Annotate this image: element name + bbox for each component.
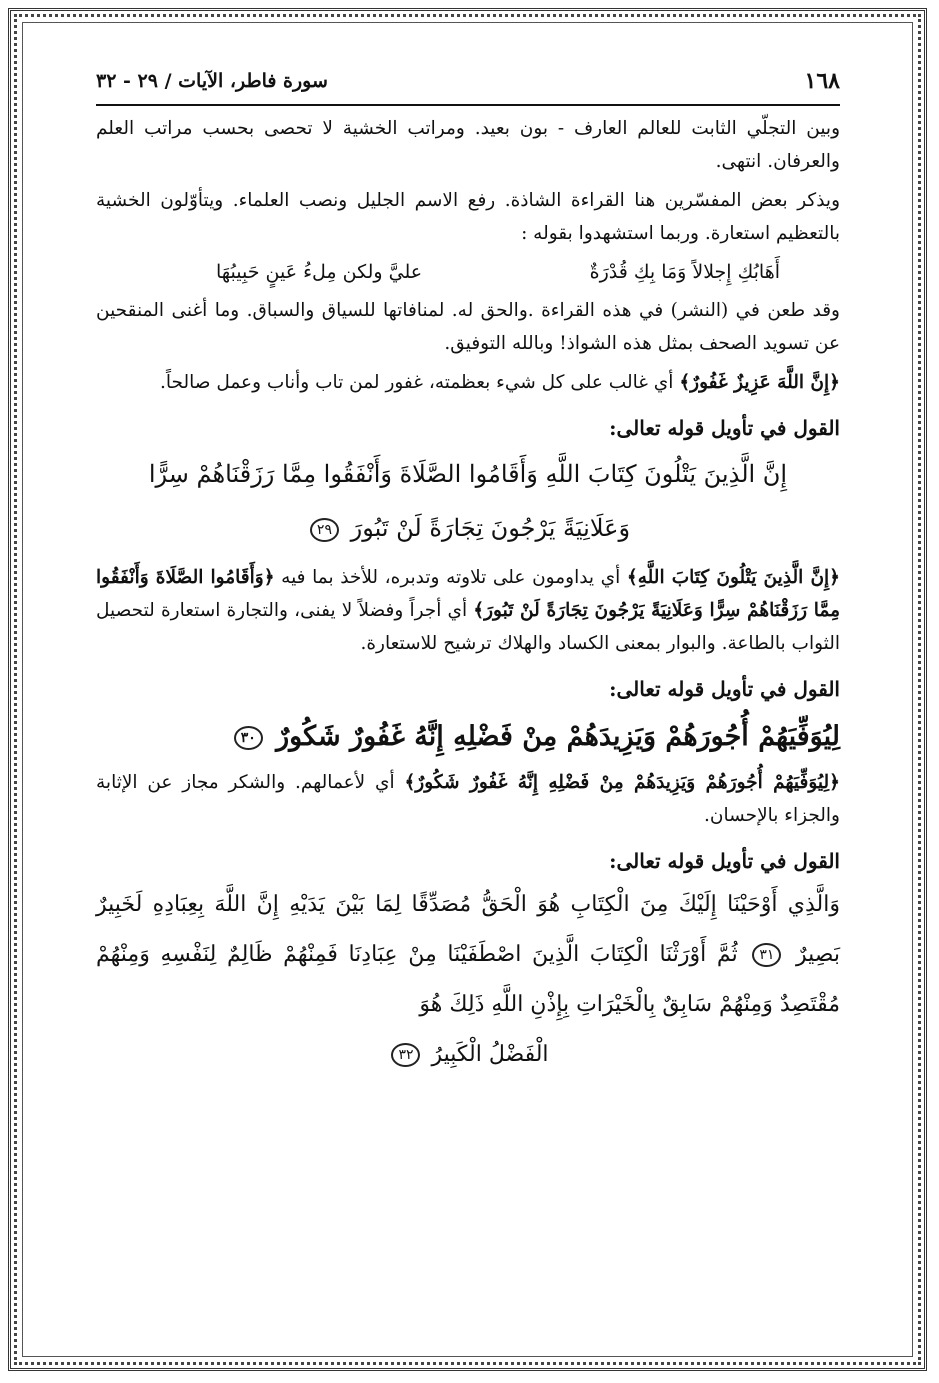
commentary-text: أي غالب على كل شيء بعظمته، غفور لمن تاب وأناب وعمل صالحاً.	[160, 372, 680, 393]
verse-32-text: ثُمَّ أَوْرَثْنَا الْكِتَابَ الَّذِينَ اصْطَفَيْنَا مِنْ عِبَادِنَا فَمِنْهُمْ ظَالِمٌ لِنَفْسِهِ وَمِنْهُمْ مُقْتَصِدٌ وَمِنْهُمْ سَابِقٌ بِالْخَيْرَاتِ بِإِذْنِ اللَّهِ ذَلِكَ هُوَ	[96, 942, 840, 1017]
verse-31-32	[96, 880, 840, 1080]
section-heading-3: القول في تأويل قوله تعالى:	[609, 849, 840, 873]
verse-32-ending: الْفَضْلُ الْكَبِيرُ	[431, 1042, 549, 1067]
verse-29-line-2-text: وَعَلَانِيَةً يَرْجُونَ تِجَارَةً لَنْ تَبُورَ	[350, 514, 631, 542]
running-title: سورة فاطر، الآيات / ٢٩ - ٣٢	[96, 70, 328, 92]
paragraph-4	[96, 366, 840, 399]
paragraph-3: وقد طعن في (النشر) في هذه القراءة .والحق له. لمنافاتها للسياق والسباق. وما أغنى المنقحين عن تسويد الصحف بمثل هذه الشواذ! وبالله التوفيق.	[96, 300, 840, 354]
verse-29-line-1: إِنَّ الَّذِينَ يَتْلُونَ كِتَابَ اللَّهِ وَأَقَامُوا الصَّلَاةَ وَأَنْفَقُوا مِمَّا رَزَقْنَاهُمْ سِرًّا	[148, 460, 788, 488]
poem-verse	[96, 252, 840, 292]
commentary-text-2: أي أجراً وفضلاً لا يفنى، والتجارة استعارة لتحصيل الثواب بالطاعة. والبوار بمعنى الكساد والهلاك ترشيح للاستعارة.	[96, 600, 840, 654]
commentary-text: أي لأعمالهم. والشكر مجاز عن الإثابة والجزاء بالإحسان.	[96, 772, 840, 826]
verse-30-text: لِيُوَفِّيَهُمْ أُجُورَهُمْ وَيَزِيدَهُمْ مِنْ فَضْلِهِ إِنَّهُ غَفُورٌ شَكُورٌ	[276, 721, 840, 752]
paragraph-5	[96, 561, 840, 660]
page-number: ١٦٨	[804, 68, 840, 94]
verse-30	[96, 708, 840, 766]
quran-quote: ﴿لِيُوَفِّيَهُمْ أُجُورَهُمْ وَيَزِيدَهُمْ مِنْ فَضْلِهِ إِنَّهُ غَفُورٌ شَكُورٌ﴾	[404, 772, 840, 793]
quran-quote-1: ﴿إِنَّ الَّذِينَ يَتْلُونَ كِتَابَ اللَّهِ﴾	[626, 567, 841, 588]
page-header	[96, 66, 840, 106]
verse-29-line-2	[96, 501, 840, 555]
quran-quote-2: ﴿وَأَقَامُوا الصَّلَاةَ وَأَنْفَقُوا مِمَّا رَزَقْنَاهُمْ سِرًّا وَعَلَانِيَةً يَرْجُونَ تِجَارَةً لَنْ تَبُورَ﴾	[96, 567, 841, 621]
verse-number-32: ٣٢	[391, 1043, 420, 1067]
verse-29	[96, 447, 840, 555]
verse-number-29: ٢٩	[310, 518, 339, 542]
verse-number-30: ٣٠	[234, 726, 263, 750]
poem-hemistich-right: أَهَابُكِ إِجلالاً وَمَا بِكِ قُدْرَةٌ	[589, 261, 780, 283]
section-heading-1: القول في تأويل قوله تعالى:	[609, 416, 840, 440]
verse-32-last-line	[96, 1030, 840, 1080]
poem-hemistich-left: عليَّ ولكن مِلءُ عَينٍ حَبِيبُهَا	[216, 261, 423, 283]
section-heading-2: القول في تأويل قوله تعالى:	[609, 677, 840, 701]
paragraph-2: ويذكر بعض المفسّرين هنا القراءة الشاذة. رفع الاسم الجليل ونصب العلماء. ويتأوّلون الخشية بالتعظيم استعارة. وربما استشهدوا بقوله :	[96, 190, 840, 244]
verse-number-31: ٣١	[752, 943, 781, 967]
paragraph-6	[96, 766, 840, 832]
verse-31-text: وَالَّذِي أَوْحَيْنَا إِلَيْكَ مِنَ الْكِتَابِ هُوَ الْحَقُّ مُصَدِّقًا لِمَا بَيْنَ يَدَيْهِ إِنَّ اللَّهَ بِعِبَادِهِ لَخَبِيرٌ بَصِيرٌ	[96, 892, 840, 967]
quran-quote: ﴿إِنَّ اللَّهَ عَزِيزٌ غَفُورٌ﴾	[679, 372, 840, 393]
commentary-text-1: أي يداومون على تلاوته وتدبره، للأخذ بما فيه	[274, 567, 627, 588]
paragraph-1: وبين التجلّي الثابت للعالم العارف - بون بعيد. ومراتب الخشية لا تحصى بحسب مراتب العلم والعرفان. انتهى.	[96, 118, 840, 172]
page-content	[96, 66, 840, 1080]
